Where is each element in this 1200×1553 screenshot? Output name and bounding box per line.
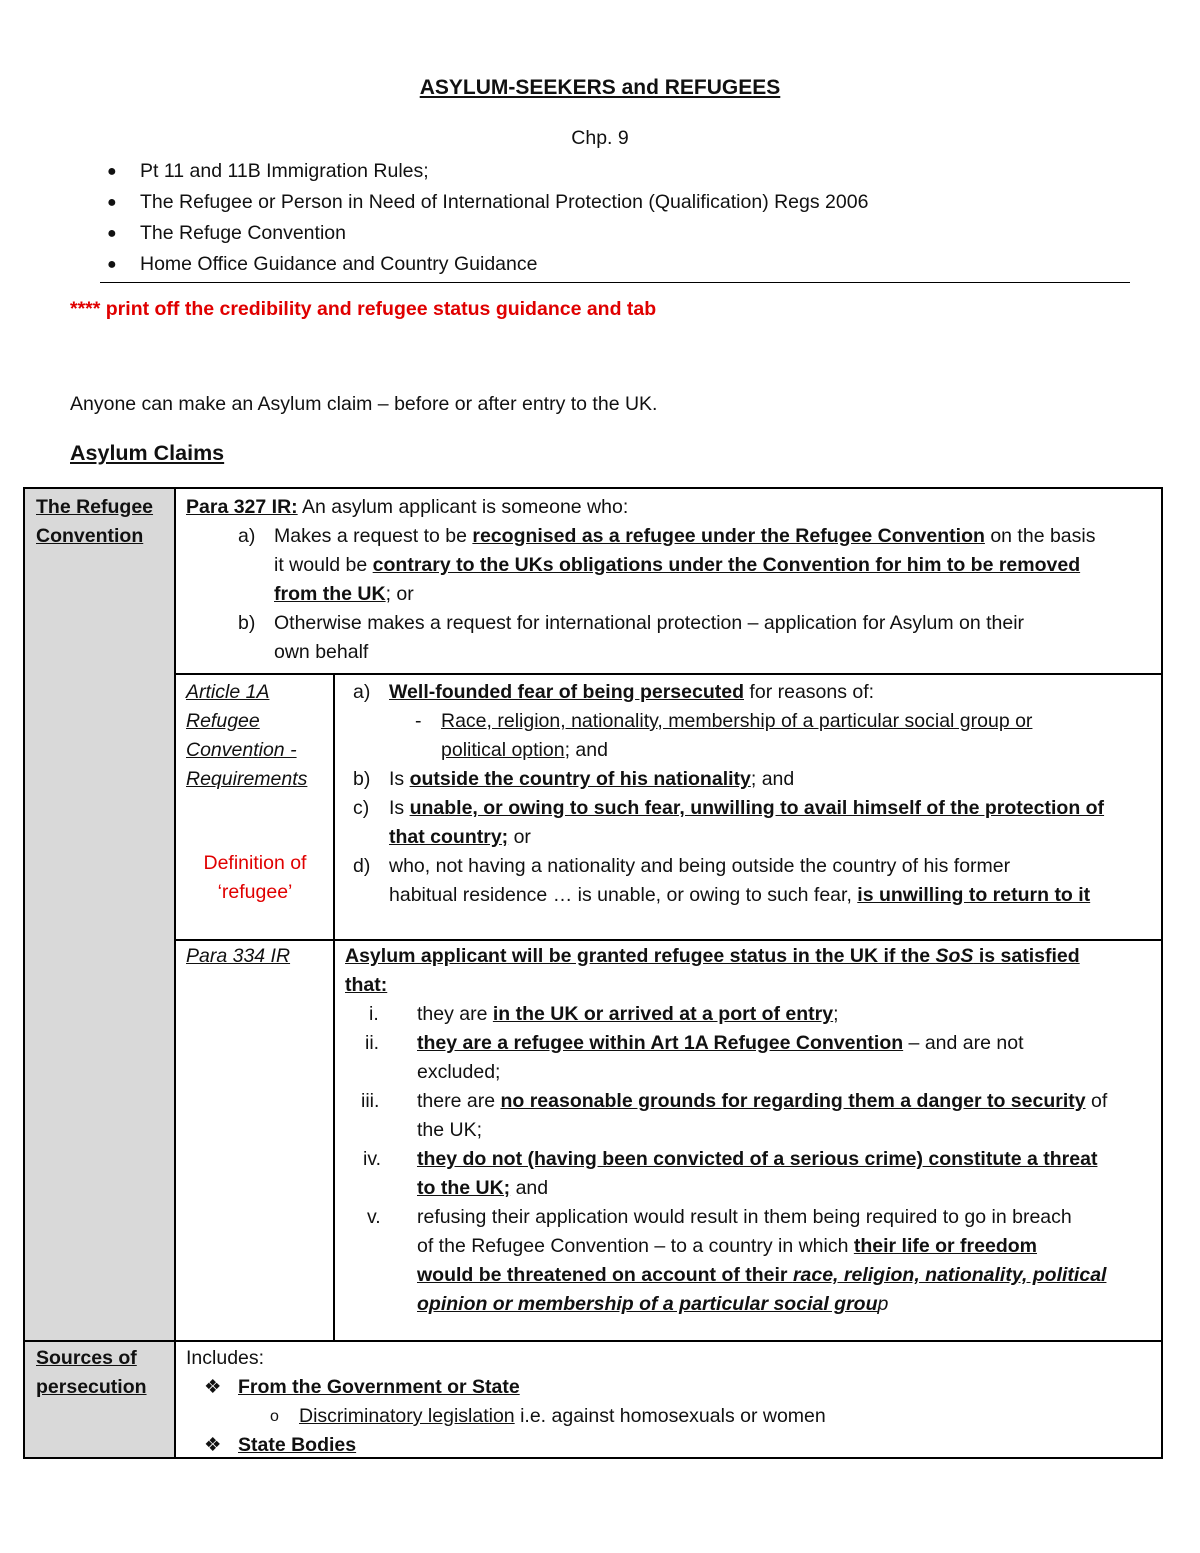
- section-heading: Asylum Claims: [70, 441, 225, 465]
- row-label-sources-of-persecution: Sources of persecution: [36, 1347, 147, 1398]
- diamond-bullet-icon: ❖: [204, 1376, 222, 1398]
- chapter-label: Chp. 9: [571, 127, 629, 149]
- article-1a-requirements: a) Well-founded fear of being persecuted for reasons of: - Race, religion, nationality, membership of a particular social group or political option; and b) Is outside the country of his nationality; and c) Is unable, or owing to such fear, unwilling to avail himself of the protection of that country; or d) who, not having a nationality and being outside the country of his former habitual residence … is unable, or owing to such fear, is unwilling to return to it: [353, 681, 1105, 906]
- bullet-icon: ●: [107, 225, 117, 242]
- divider: [174, 939, 1163, 941]
- list-item: ● Home Office Guidance and Country Guidance: [100, 249, 1130, 280]
- divider: [25, 1340, 1163, 1342]
- left-column: [25, 489, 175, 1457]
- divider: [333, 674, 335, 1340]
- list-item: ● Pt 11 and 11B Immigration Rules;: [100, 156, 1130, 187]
- intro-line: Anyone can make an Asylum claim – before or after entry to the UK.: [70, 393, 658, 415]
- bullet-icon: ●: [107, 163, 117, 180]
- para-327-definition: Para 327 IR: An asylum applicant is someone who: a) Makes a request to be recognised as a refugee under the Refugee Convention on the basis it would be contrary to the UKs obligations under the Convention for him to be removed from the UK; or b) Otherwise makes a request for international protection – application for Asylum on their own behalf: [186, 496, 1096, 663]
- print-note: **** print off the credibility and refugee status guidance and tab: [70, 298, 657, 320]
- diamond-bullet-icon: ❖: [204, 1434, 222, 1456]
- definition-of-refugee-note: Definition of ‘refugee’: [203, 852, 307, 903]
- row-label-refugee-convention: The Refugee Convention: [36, 496, 154, 547]
- source-list: [100, 156, 1130, 283]
- para-334-label: Para 334 IR: [186, 945, 291, 967]
- divider: [174, 489, 176, 1457]
- para-334-conditions: Asylum applicant will be granted refugee status in the UK if the SoS is satisfied that: i. they are in the UK or arrived at a port of entry; ii. they are a refugee within Art 1A Refugee Convention – and are not excluded; iii. there are no reasonable grounds for regarding them a danger to security of the UK; iv. they do not (having been convicted of a serious crime) constitute a threat to the UK; and v. refusing their application would result in them being required to go in breach of the Refugee Convention – to a country in which their life or freedom would be threatened on account of their race, religion, nationality, political opinion or membership of a particular social group: [345, 945, 1108, 1315]
- circle-bullet-icon: o: [270, 1408, 279, 1425]
- sources-of-persecution-content: Includes: ❖ From the Government or State o Discriminatory legislation i.e. against homosexuals or women ❖ State Bodies: [186, 1344, 1161, 1460]
- divider: [174, 673, 1163, 675]
- bullet-icon: ●: [107, 194, 117, 211]
- list-item: ● The Refugee or Person in Need of International Protection (Qualification) Regs 2006: [100, 187, 1130, 218]
- bullet-icon: ●: [107, 256, 117, 273]
- document-title: ASYLUM-SEEKERS and REFUGEES: [419, 76, 781, 99]
- article-1a-label: Article 1A Refugee Convention - Requirements: [186, 681, 308, 790]
- list-item: ● The Refuge Convention: [100, 218, 1130, 249]
- asylum-claims-table: [23, 487, 1163, 1459]
